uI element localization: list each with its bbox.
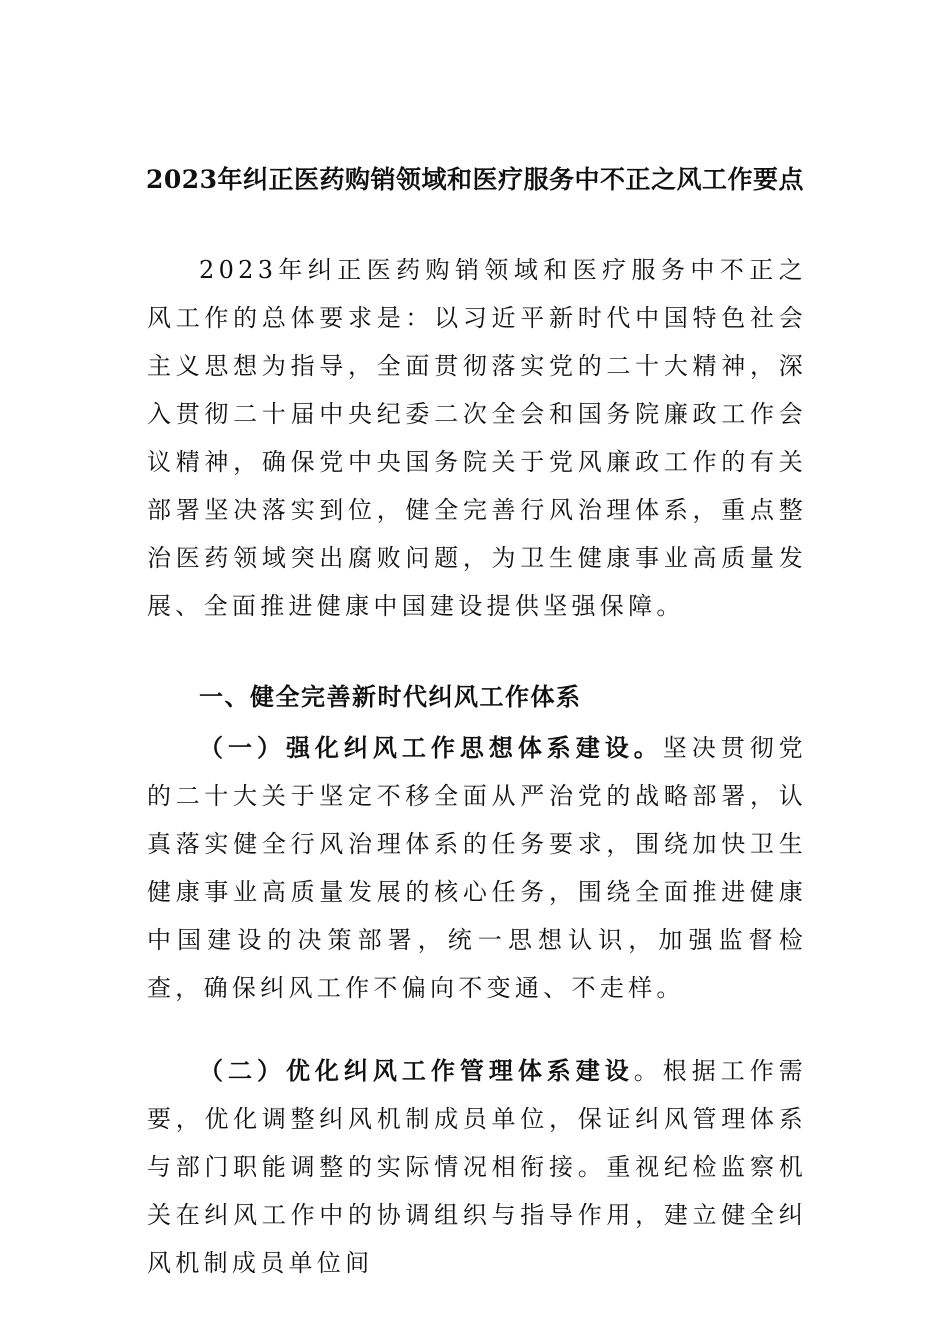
item-text-1: 坚决贯彻党的二十大关于坚定不移全面从严治党的战略部署，认真落实健全行风治理体系的任务要求，围绕加快卫生健康事业高质量发展的核心任务，围绕全面推进健康中国建设的决策部署，统一思想认识，加强监督检查，确保纠风工作不偏向不变通、不走样。 bbox=[147, 734, 807, 1002]
item-paragraph-2 bbox=[147, 1047, 807, 1287]
item-lead-2: （二）优化纠风工作管理体系建设 bbox=[199, 1056, 634, 1085]
intro-paragraph: 2023年纠正医药购销领域和医疗服务中不正之风工作的总体要求是：以习近平新时代中国特色社会主义思想为指导，全面贯彻落实党的二十大精神，深入贯彻二十届中央纪委二次全会和国务院廉政工作会议精神，确保党中央国务院关于党风廉政工作的有关部署坚决落实到位，健全完善行风治理体系，重点整治医药领域突出腐败问题，为卫生健康事业高质量发展、全面推进健康中国建设提供坚强保障。 bbox=[147, 256, 807, 620]
document-title: 2023年纠正医药购销领域和医疗服务中不正之风工作要点 bbox=[145, 165, 805, 194]
item-paragraph-1 bbox=[147, 724, 807, 1012]
section-heading: 一、健全完善新时代纠风工作体系 bbox=[199, 682, 582, 711]
item-lead-1: （一）强化纠风工作思想体系建设。 bbox=[199, 733, 663, 762]
item-text-2: 。根据工作需要，优化调整纠风机制成员单位，保证纠风管理体系与部门职能调整的实际情况相衔接。重视纪检监察机关在纠风工作中的协调组织与指导作用，建立健全纠风机制成员单位间 bbox=[147, 1057, 807, 1277]
